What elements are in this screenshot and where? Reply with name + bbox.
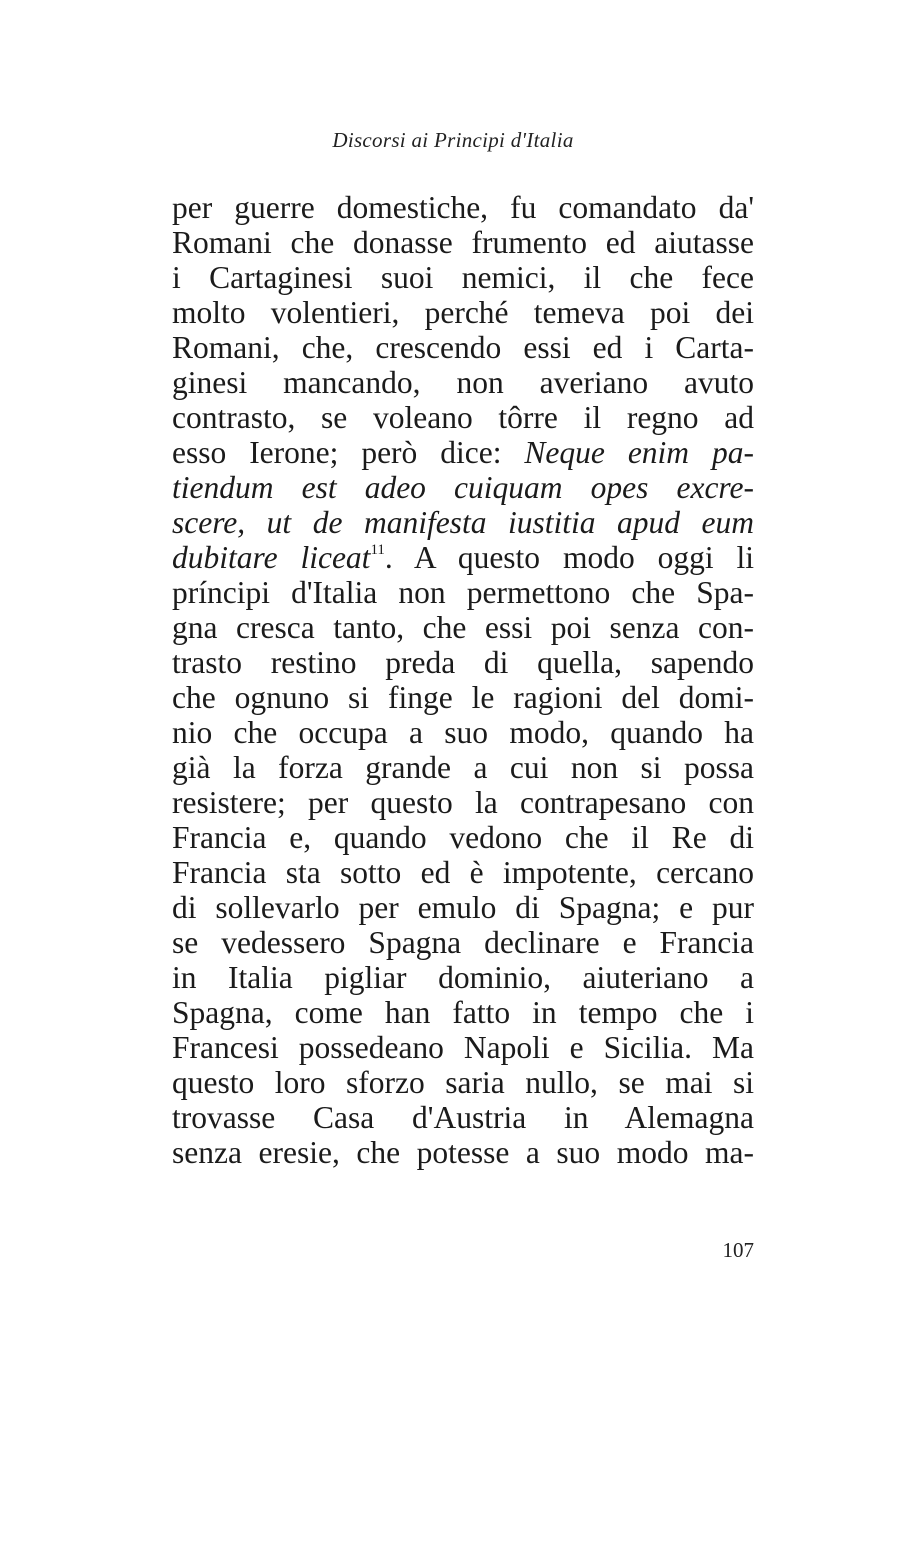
line-text: senza eresie, che potesse a suo modo ma- (172, 1135, 754, 1170)
text-line (172, 960, 754, 995)
text-line (172, 505, 754, 540)
line-text: già la forza grande a cui non si possa (172, 750, 754, 785)
text-line (172, 470, 754, 505)
line-text: per guerre domestiche, fu comandato da' (172, 190, 754, 225)
line-text: trovasse Casa d'Austria in Alemagna (172, 1100, 754, 1135)
line-text: Romani, che, crescendo essi ed i Carta- (172, 330, 754, 365)
text-line (172, 365, 754, 400)
line-text: contrasto, se voleano tôrre il regno ad (172, 400, 754, 435)
line-text: che ognuno si finge le ragioni del domi- (172, 680, 754, 715)
text-line (172, 330, 754, 365)
text-line (172, 750, 754, 785)
line-text: príncipi d'Italia non permettono che Spa- (172, 575, 754, 610)
text-line (172, 575, 754, 610)
text-line (172, 435, 754, 470)
text-line (172, 1065, 754, 1100)
italic-quote: tiendum est adeo cuiquam opes excre- (172, 470, 754, 505)
text-line (172, 925, 754, 960)
body-text (172, 190, 754, 1170)
text-line (172, 610, 754, 645)
text-line (172, 1135, 754, 1170)
line-text: nio che occupa a suo modo, quando ha (172, 715, 754, 750)
line-text: trasto restino preda di quella, sapendo (172, 645, 754, 680)
text-line (172, 295, 754, 330)
line-text: Romani che donasse frumento ed aiutasse (172, 225, 754, 260)
line-text: Francia sta sotto ed è impotente, cercano (172, 855, 754, 890)
text-line (172, 645, 754, 680)
text-line (172, 540, 754, 575)
running-head: Discorsi ai Principi d'Italia (332, 128, 574, 152)
text-line (172, 680, 754, 715)
line-text: Spagna, come han fatto in tempo che i (172, 995, 754, 1030)
text-line (172, 995, 754, 1030)
text-line (172, 260, 754, 295)
italic-quote: Neque enim pa- (524, 435, 754, 470)
text-line (172, 1030, 754, 1065)
line-text: gna cresca tanto, che essi poi senza con- (172, 610, 754, 645)
italic-quote: dubitare liceat (172, 540, 371, 575)
line-text: questo loro sforzo saria nullo, se mai si (172, 1065, 754, 1100)
page-number: 107 (722, 1238, 754, 1262)
line-text: Francia e, quando vedono che il Re di (172, 820, 754, 855)
text-line (172, 190, 754, 225)
line-text: i Cartaginesi suoi nemici, il che fece (172, 260, 754, 295)
text-line (172, 715, 754, 750)
line-text: di sollevarlo per emulo di Spagna; e pur (172, 890, 754, 925)
line-text: resistere; per questo la contrapesano con (172, 785, 754, 820)
text-line (172, 785, 754, 820)
text-line (172, 1100, 754, 1135)
text-line (172, 400, 754, 435)
text-line (172, 225, 754, 260)
footnote-ref: 11 (370, 542, 385, 558)
line-text: . A questo modo oggi li (384, 540, 754, 575)
line-text: ginesi mancando, non averiano avuto (172, 365, 754, 400)
text-line (172, 890, 754, 925)
text-line (172, 855, 754, 890)
text-line (172, 820, 754, 855)
italic-quote: scere, ut de manifesta iustitia apud eum (172, 505, 754, 540)
line-text: in Italia pigliar dominio, aiuteriano a (172, 960, 754, 995)
line-text: Francesi possedeano Napoli e Sicilia. Ma (172, 1030, 754, 1065)
line-text: se vedessero Spagna declinare e Francia (172, 925, 754, 960)
line-text: esso Ierone; però dice: (172, 435, 525, 470)
line-text: molto volentieri, perché temeva poi dei (172, 295, 754, 330)
